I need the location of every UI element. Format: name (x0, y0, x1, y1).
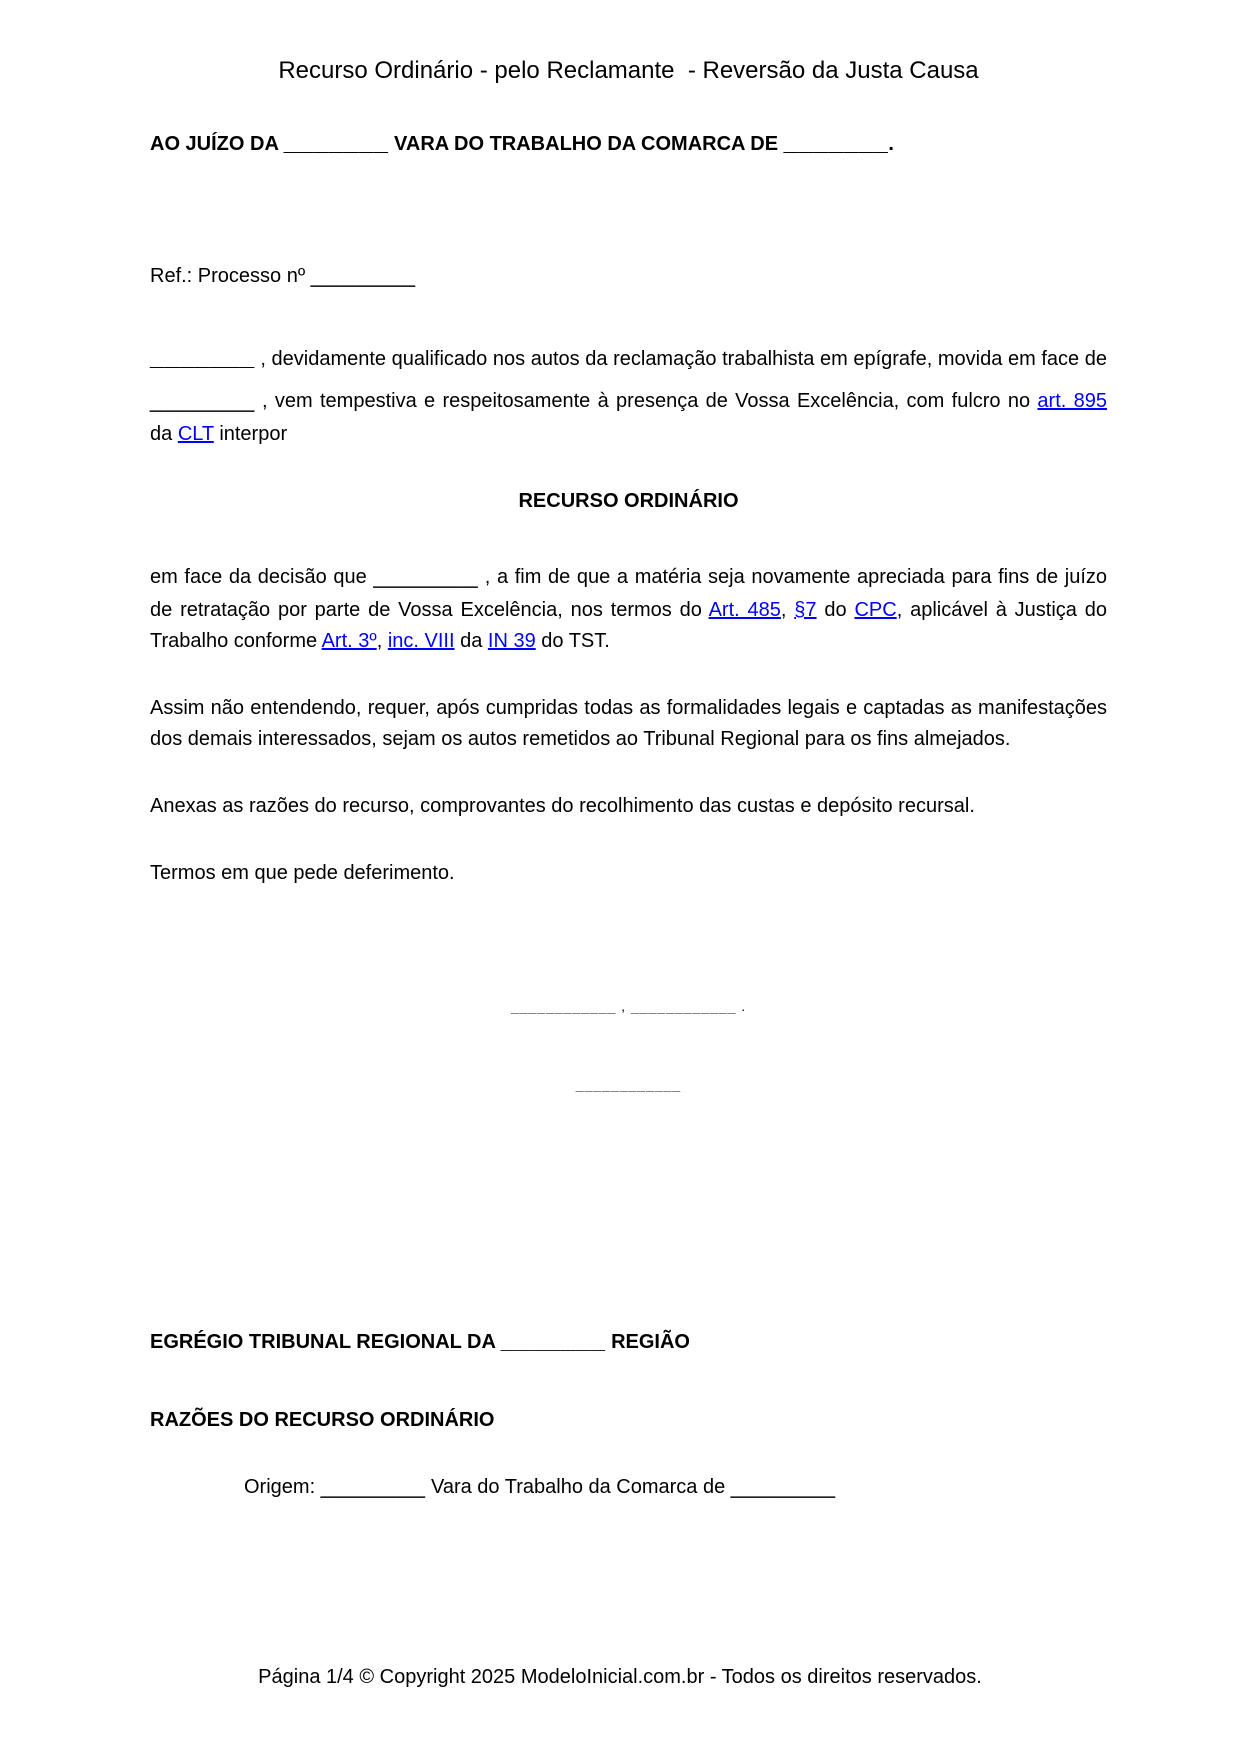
link-art-895[interactable]: art. 895 (1037, 390, 1107, 412)
heading-recurso-ordinario: RECURSO ORDINÁRIO (518, 490, 739, 512)
paragraph-decision-text-3: do (824, 599, 847, 621)
heading-tribunal-pre: EGRÉGIO TRIBUNAL REGIONAL DA (150, 1331, 496, 1353)
link-art-485[interactable]: Art. 485 (708, 599, 781, 621)
paragraph-attachments: Anexas as razões do recurso, comprovantes do recolhimento das custas e depósito recursal. (150, 795, 975, 817)
link-inc-viii[interactable]: inc. VIII (387, 630, 455, 652)
paragraph-decision-text-2: , a fim de que a matéria seja novamente apreciada para fins de juízo de retratação por parte de Vossa Excelência, nos termos do (150, 566, 1108, 621)
paragraph-qualification-text-1: , devidamente qualificado nos autos da reclamação trabalhista em epígrafe, movida em face de (260, 348, 1107, 370)
court-address-mid: VARA DO TRABALHO DA COMARCA DE (394, 133, 779, 155)
process-reference-label: Ref.: Processo nº (150, 265, 306, 287)
paragraph-qualification-text-3: da (150, 423, 173, 445)
court-blank-comarca: _______ (783, 126, 889, 156)
court-address-end: . (888, 133, 894, 155)
paragraph-qualification-text-4: interpor (219, 423, 288, 445)
origin-text: Vara do Trabalho da Comarca de (430, 1476, 726, 1498)
page-footer: Página 1/4 © Copyright 2025 ModeloInicial.com.br - Todos os direitos reservados. (258, 1666, 982, 1688)
paragraph-decision (150, 553, 1107, 657)
paragraph-decision-comma-2: , (376, 630, 383, 652)
origin-label: Origem: (244, 1476, 316, 1498)
link-art-3[interactable]: Art. 3º (321, 630, 377, 652)
process-number-blank: _______ (310, 258, 416, 288)
heading-tribunal-regional (150, 1318, 1107, 1363)
origin-comarca-blank: _______ (730, 1469, 836, 1499)
claimant-name-blank: _______ (150, 341, 255, 371)
origin-line (244, 1463, 1107, 1508)
defendant-name-blank: _______ (150, 383, 255, 413)
link-clt[interactable]: CLT (177, 423, 214, 445)
process-reference-line (150, 252, 1107, 297)
paragraph-decision-text-5: da (460, 630, 483, 652)
link-paragraph-7[interactable]: §7 (794, 599, 817, 621)
paragraph-qualification (150, 335, 1107, 450)
paragraph-decision-text-4: , aplicável à Justiça do Trabalho conforme (150, 599, 1107, 652)
heading-razoes-recurso: RAZÕES DO RECURSO ORDINÁRIO (150, 1409, 495, 1431)
date-blank: ____________ (630, 998, 737, 1014)
paragraph-decision-text-1: em face da decisão que (150, 566, 367, 588)
signature-line (150, 1074, 1107, 1094)
paragraph-qualification-text-2: , vem tempestiva e respeitosamente à presença de Vossa Excelência, com fulcro no (262, 390, 1031, 412)
link-in-39[interactable]: IN 39 (487, 630, 536, 652)
paragraph-decision-text-6: do TST. (541, 630, 610, 652)
link-cpc[interactable]: CPC (854, 599, 897, 621)
place-date-period: . (741, 998, 747, 1014)
heading-tribunal-end: REGIÃO (611, 1331, 690, 1353)
place-blank: ____________ (510, 998, 617, 1014)
document-title: Recurso Ordinário - pelo Reclamante - Reversão da Justa Causa (278, 57, 979, 84)
origin-vara-blank: _______ (320, 1469, 426, 1499)
court-blank-vara: _______ (283, 126, 389, 156)
court-address-pre: AO JUÍZO DA (150, 133, 279, 155)
signature-blank: ____________ (575, 1076, 682, 1092)
tribunal-region-blank: _______ (500, 1324, 606, 1354)
court-address-line (150, 120, 1107, 165)
closing-line: Termos em que pede deferimento. (150, 862, 455, 884)
place-date-line (150, 996, 1107, 1016)
paragraph-formalities: Assim não entendendo, requer, após cumpridas todas as formalidades legais e captadas as manifestações dos demais interessados, sejam os autos remetidos ao Tribunal Regional para os fins almejados. (150, 697, 1107, 750)
place-date-comma: , (621, 998, 627, 1014)
paragraph-decision-comma-1: , (780, 599, 787, 621)
decision-blank: _______ (373, 559, 479, 589)
